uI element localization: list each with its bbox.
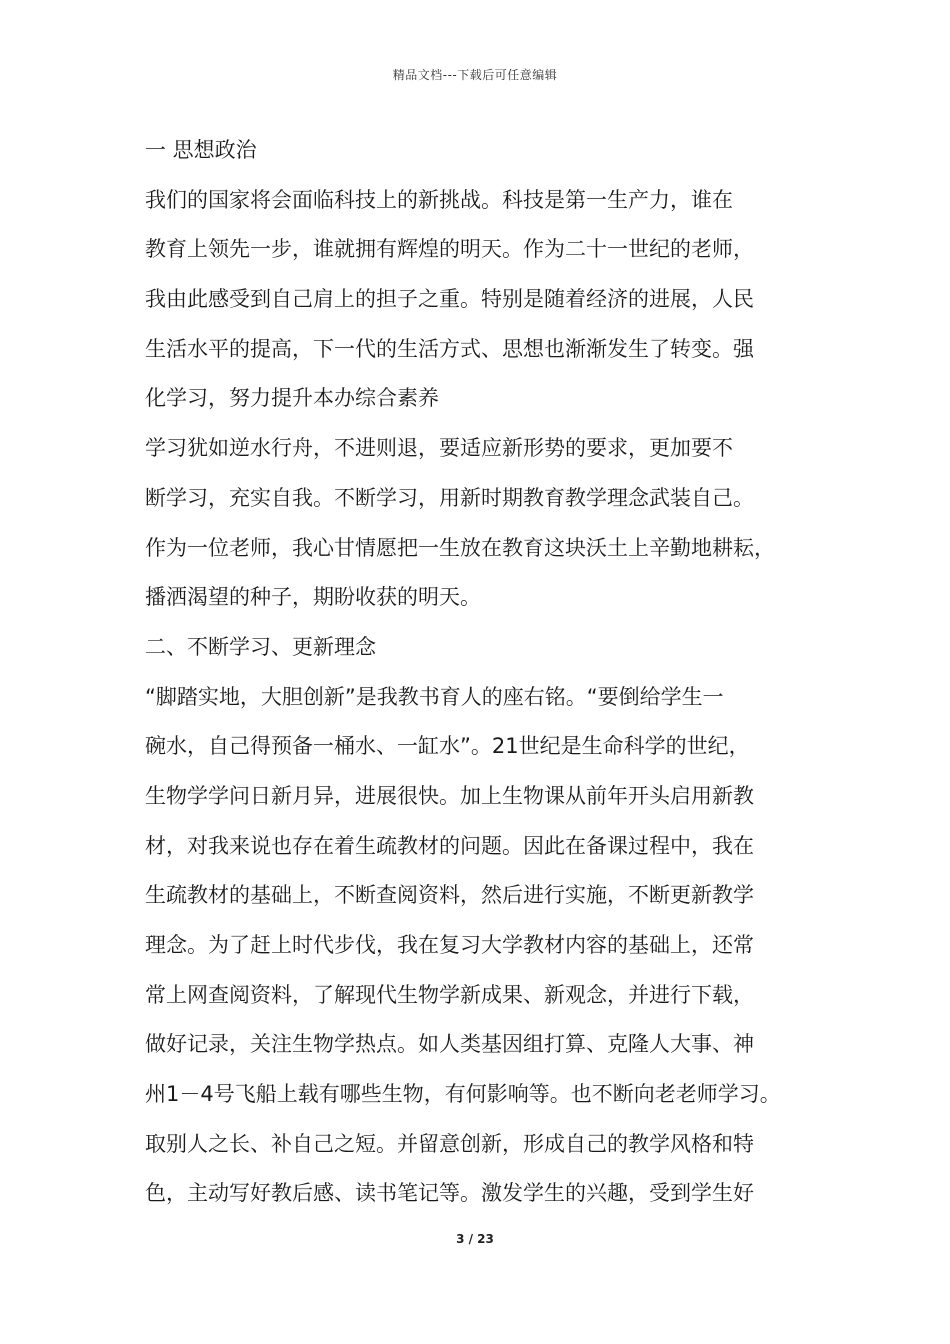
text-line: 常上网查阅资料，了解现代生物学新成果、新观念，并进行下载， xyxy=(145,982,754,1007)
page-number: 3 / 23 xyxy=(456,1232,494,1246)
text-line: 取别人之长、补自己之短。并留意创新，形成自己的教学风格和特 xyxy=(145,1131,754,1156)
text-line: 生活水平的提高，下一代的生活方式、思想也渐渐发生了转变。强 xyxy=(145,336,754,361)
text-line: 播洒渴望的种子，期盼收获的明天。 xyxy=(145,585,481,610)
text-line: 我由此感受到自己肩上的担子之重。特别是随着经济的进展，人民 xyxy=(145,287,754,312)
text-line: 作为一位老师，我心甘情愿把一生放在教育这块沃土上辛勤地耕耘， xyxy=(145,535,775,560)
text-line: “脚踏实地，大胆创新”是我教书育人的座右铭。“要倒给学生一 xyxy=(145,684,724,709)
text-line: 理念。为了赶上时代步伐，我在复习大学教材内容的基础上，还常 xyxy=(145,933,754,957)
text-line: 碗水，自己得预备一桶水、一缸水”。21世纪是生命科学的世纪， xyxy=(145,734,750,759)
text-line: 色，主动写好教后感、读书笔记等。激发学生的兴趣，受到学生好 xyxy=(145,1181,754,1206)
text-line: 我们的国家将会面临科技上的新挑战。科技是第一生产力，谁在 xyxy=(145,187,733,212)
document-body xyxy=(145,130,815,1223)
text-line: 生疏教材的基础上，不断查阅资料，然后进行实施，不断更新教学 xyxy=(145,883,754,908)
page-header: 精品文档---下载后可任意编辑 xyxy=(392,68,558,82)
text-line: 州1－4号飞船上载有哪些生物，有何影响等。也不断向老老师学习。 xyxy=(145,1082,781,1107)
text-line: 化学习，努力提升本办综合素养 xyxy=(145,386,439,411)
text-line: 一 思想政治 xyxy=(145,138,257,162)
text-line: 做好记录，关注生物学热点。如人类基因组打算、克隆人大事、神 xyxy=(145,1032,754,1057)
text-line: 材，对我来说也存在着生疏教材的问题。因此在备课过程中，我在 xyxy=(145,833,754,858)
text-line: 二、不断学习、更新理念 xyxy=(145,634,376,659)
text-line: 教育上领先一步，谁就拥有辉煌的明天。作为二十一世纪的老师， xyxy=(145,237,754,262)
text-line: 学习犹如逆水行舟，不进则退，要适应新形势的要求，更加要不 xyxy=(145,436,733,461)
text-line: 生物学学问日新月异，进展很快。加上生物课从前年开头启用新教 xyxy=(145,783,754,808)
text-line: 断学习，充实自我。不断学习，用新时期教育教学理念武装自己。 xyxy=(145,485,754,510)
